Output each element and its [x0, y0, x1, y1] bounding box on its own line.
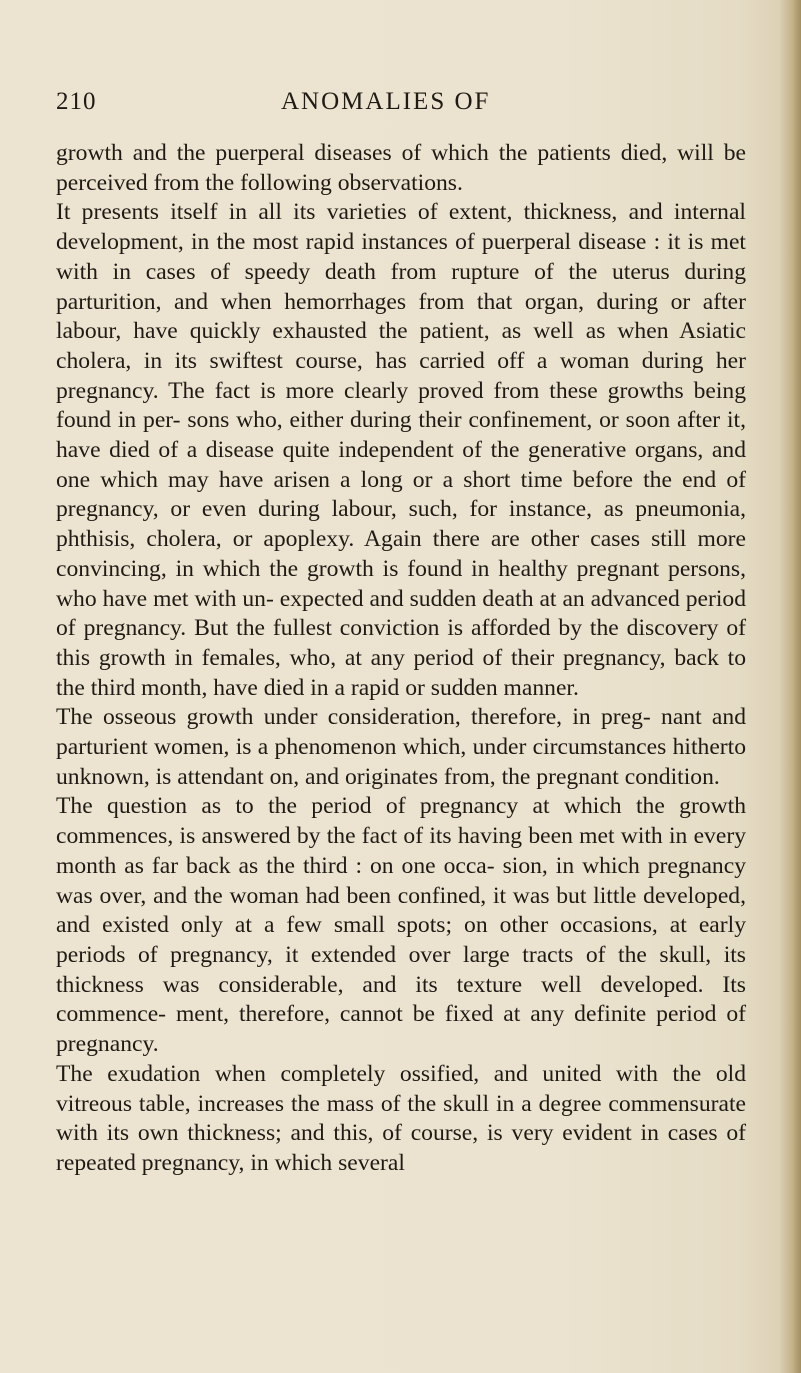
page-header — [56, 88, 746, 128]
paragraph: growth and the puerperal diseases of which the patients died, will be perceived from the following observations. — [56, 140, 746, 196]
running-head: ANOMALIES OF — [281, 88, 491, 115]
paragraph: The exudation when completely ossified, and united with the old vitreous table, increases the mass of the skull in a degree commensurate with its own thickness; and this, of course, is very evident in cases of repeated pregnancy, in which several — [56, 1060, 746, 1176]
page-edge-shadow — [779, 0, 801, 1373]
paragraph: The question as to the period of pregnancy at which the growth commences, is answered by the fact of its having been met with in every month as far back as the third : on one occa- sion, in which pregnancy was over, and the woman had been confined, it was but little developed, and existed only at a few small spots; on other occasions, at early periods of pregnancy, it extended over large tracts of the skull, its thickness was considerable, and its texture well developed. Its commence- ment, therefore, cannot be fixed at any definite period of pregnancy. — [56, 793, 746, 1058]
paragraph: The osseous growth under consideration, therefore, in preg- nant and parturient women, is a phenomenon which, under circumstances hitherto unknown, is attendant on, and originates from, the pregnant condition. — [56, 704, 746, 790]
body-text — [56, 139, 746, 1179]
page-number: 210 — [56, 88, 97, 115]
paragraph: It presents itself in all its varieties of extent, thickness, and internal development, in the most rapid instances of puerperal disease : it is met with in cases of speedy death from rupture of the uterus during parturition, and when hemorrhages from that organ, during or after labour, have quickly exhausted the patient, as well as when Asiatic cholera, in its swiftest course, has carried off a woman during her pregnancy. The fact is more clearly proved from these growths being found in per- sons who, either during their confinement, or soon after it, have died of a disease quite independent of the generative organs, and one which may have arisen a long or a short time before the end of pregnancy, or even during labour, such, for instance, as pneumonia, phthisis, cholera, or apoplexy. Again there are other cases still more convincing, in which the growth is found in healthy pregnant persons, who have met with un- expected and sudden death at an advanced period of pregnancy. But the fullest conviction is afforded by the discovery of this growth in females, who, at any period of their pregnancy, back to the third month, have died in a rapid or sudden manner. — [56, 199, 746, 701]
